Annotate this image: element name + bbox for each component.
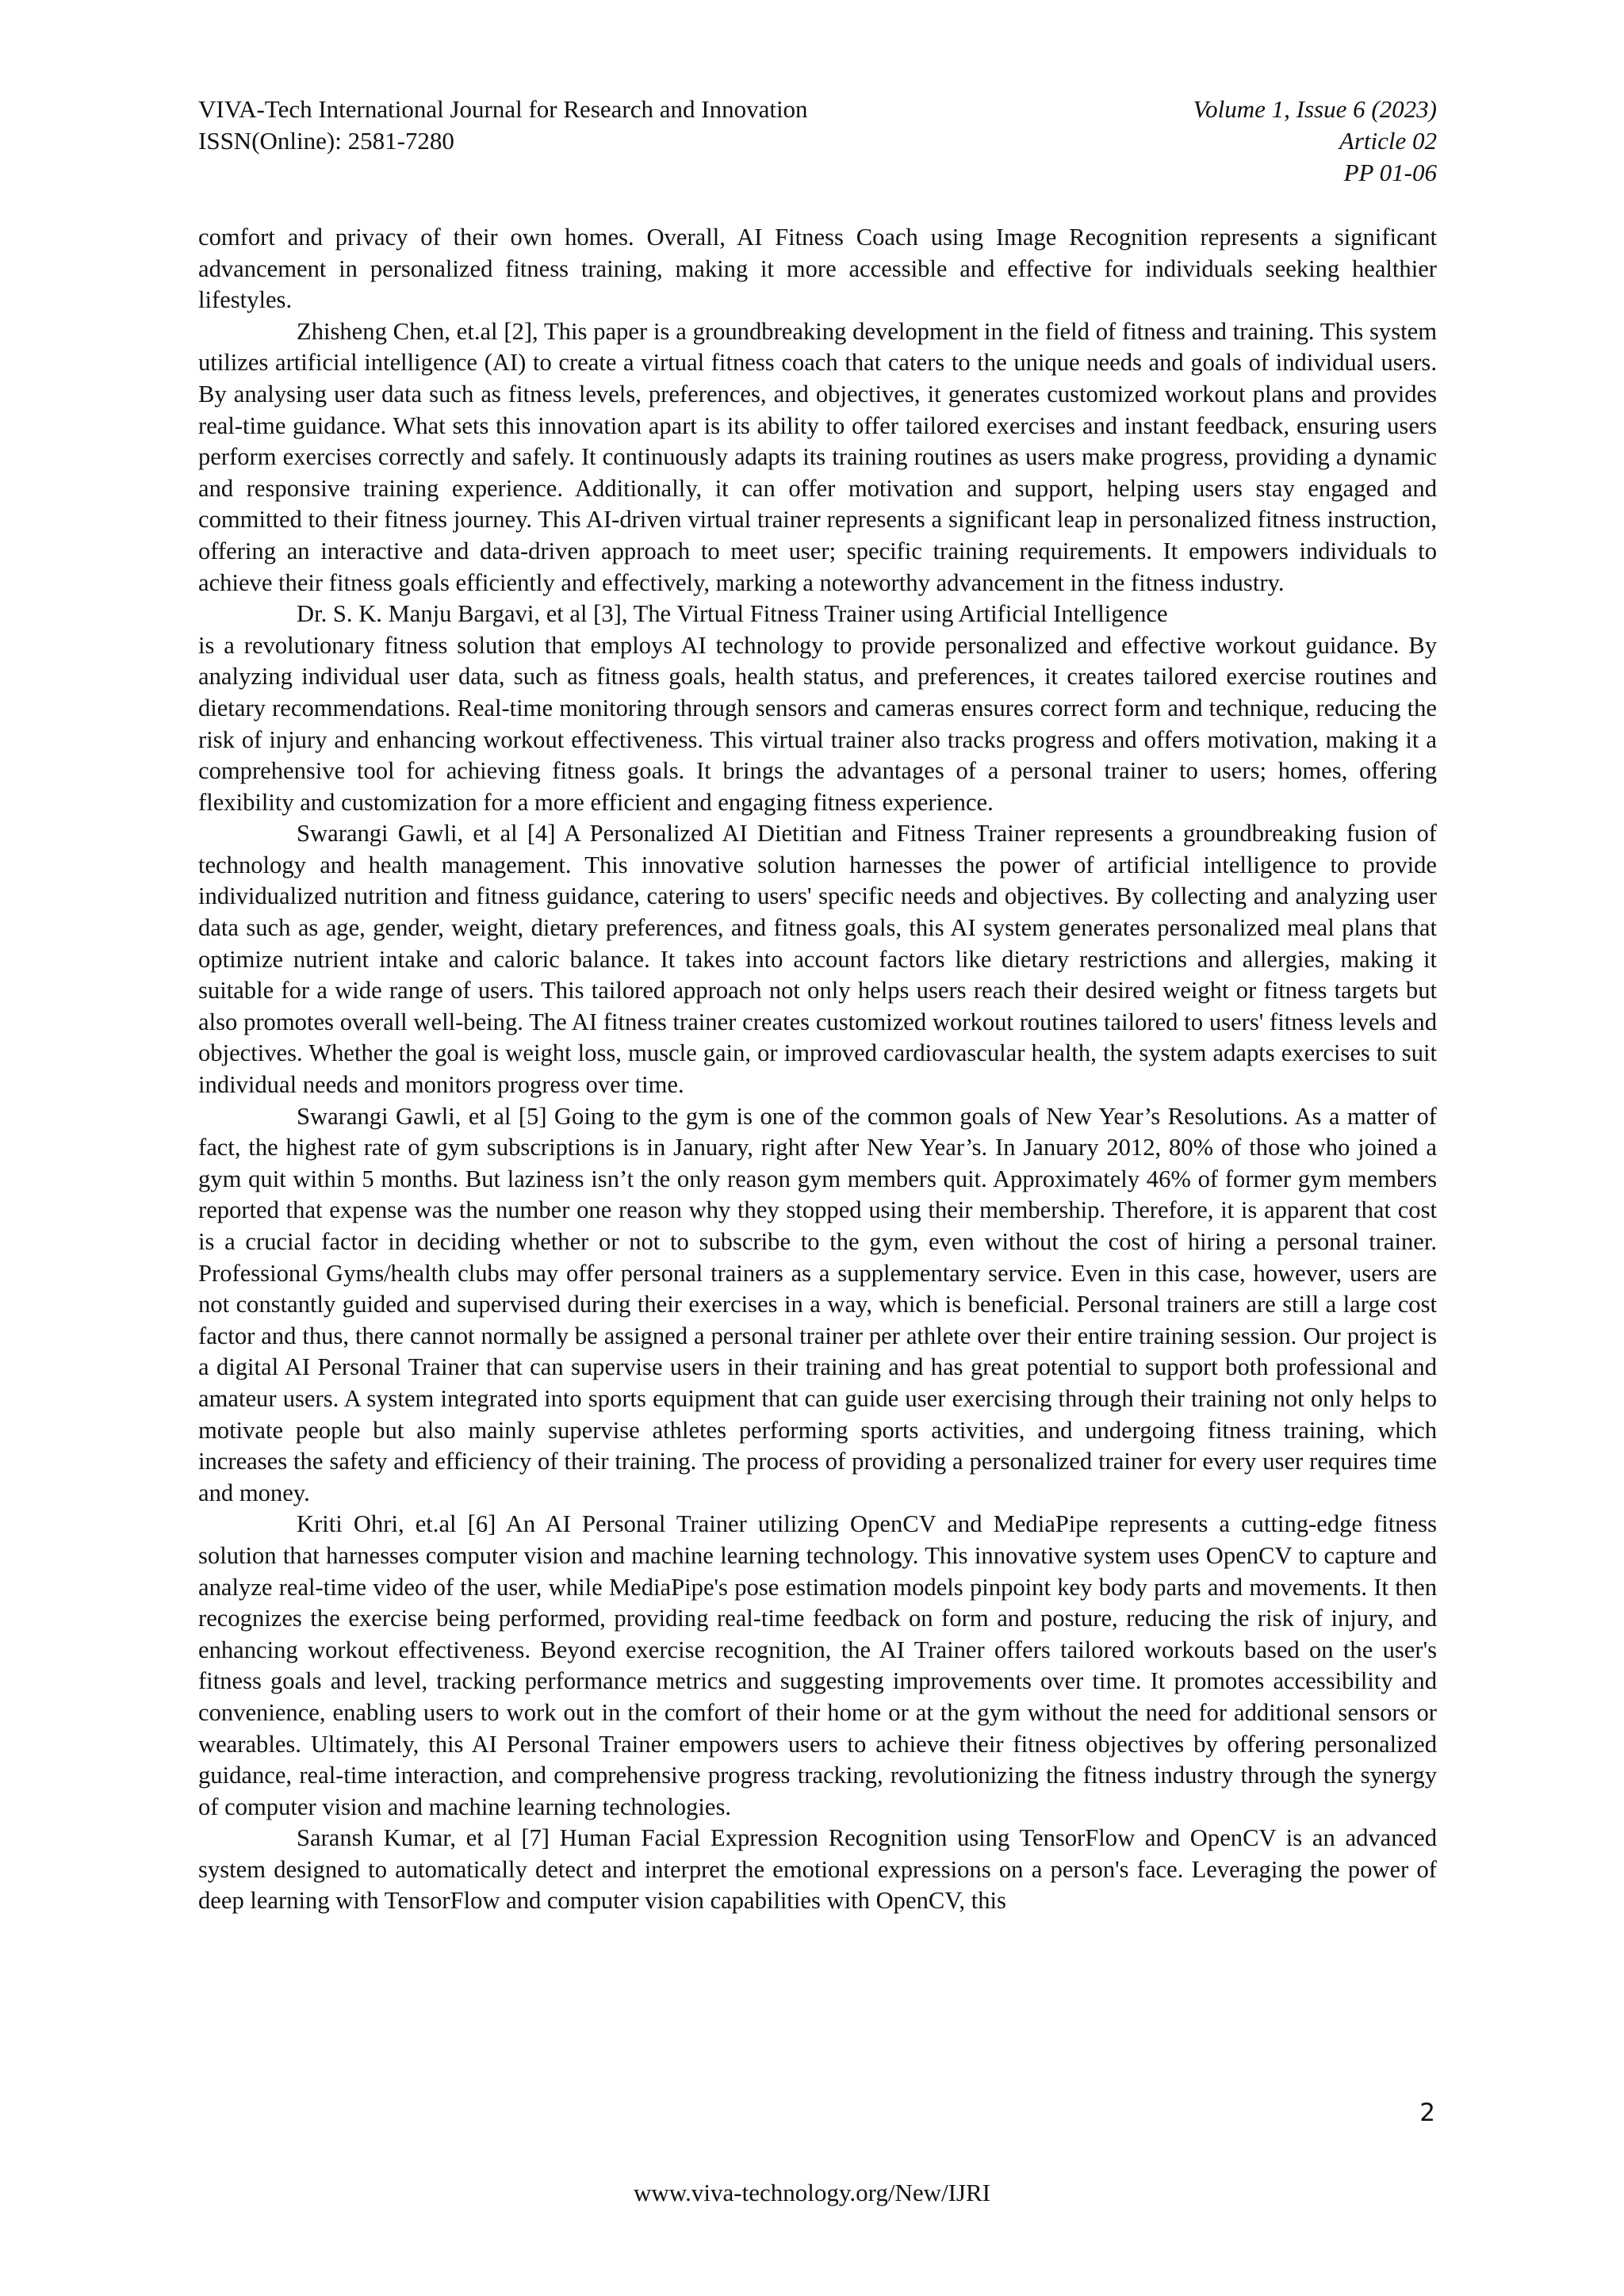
page-range: PP 01-06 (1343, 159, 1437, 186)
journal-title: VIVA-Tech International Journal for Research and Innovation (198, 95, 808, 123)
issn-line: ISSN(Online): 2581-7280 (198, 127, 454, 155)
volume-issue: Volume 1, Issue 6 (2023) (1193, 95, 1437, 123)
paragraph-ref-4: Swarangi Gawli, et al [4] A Personalized AI Dietitian and Fitness Trainer represents a groundbreaking fusion of technology and health management. This innovative solution harnesses the power of artificial intelligence to provide individualized nutrition and fitness guidance, catering to users' specific needs and objectives. By collecting and analyzing user data such as age, gender, weight, dietary preferences, and fitness goals, this AI system generates personalized meal plans that optimize nutrient intake and caloric balance. It takes into account factors like dietary restrictions and allergies, making it suitable for a wide range of users. This tailored approach not only helps users reach their desired weight or fitness targets but also promotes overall well-being. The AI fitness trainer creates customized workout routines tailored to users' fitness levels and objectives. Whether the goal is weight loss, muscle gain, or improved cardiovascular health, the system adapts exercises to suit individual needs and monitors progress over time. (198, 820, 1437, 1099)
header-right (1193, 94, 1437, 189)
paragraph-continuation: comfort and privacy of their own homes. Overall, AI Fitness Coach using Image Recognition represents a significant advancement in personalized fitness training, making it more accessible and effective for individuals seeking healthier lifestyles. (198, 224, 1437, 314)
header-left (198, 94, 808, 157)
paragraph-ref-2: Zhisheng Chen, et.al [2], This paper is a groundbreaking development in the field of fitness and training. This system utilizes artificial intelligence (AI) to create a virtual fitness coach that caters to the unique needs and goals of individual users. By analysing user data such as fitness levels, preferences, and objectives, it generates customized workout plans and provides real-time guidance. What sets this innovation apart is its ability to offer tailored exercises and instant feedback, ensuring users perform exercises correctly and safely. It continuously adapts its training routines as users make progress, providing a dynamic and responsive training experience. Additionally, it can offer motivation and support, helping users stay engaged and committed to their fitness journey. This AI-driven virtual trainer represents a significant leap in personalized fitness instruction, offering an interactive and data-driven approach to meet user; specific training requirements. It empowers individuals to achieve their fitness goals efficiently and effectively, marking a noteworthy advancement in the fitness industry. (198, 317, 1437, 596)
footer-url: www.viva-technology.org/New/IJRI (634, 2179, 990, 2206)
article-number: Article 02 (1339, 127, 1437, 155)
paragraph-ref-5: Swarangi Gawli, et al [5] Going to the gym is one of the common goals of New Year’s Resolutions. As a matter of fact, the highest rate of gym subscriptions is in January, right after New Year’s. In January 2012, 80% of those who joined a gym quit within 5 months. But laziness isn’t the only reason gym members quit. Approximately 46% of former gym members reported that expense was the number one reason why they stopped using their membership. Therefore, it is apparent that cost is a crucial factor in deciding whether or not to subscribe to the gym, even without the cost of hiring a personal trainer. Professional Gyms/health clubs may offer personal trainers as a supplementary service. Even in this case, however, users are not constantly guided and supervised during their exercises in a way, which is beneficial. Personal trainers are still a large cost factor and thus, there cannot normally be assigned a personal trainer per athlete over their entire training session. Our project is a digital AI Personal Trainer that can supervise users in their training and has great potential to support both professional and amateur users. A system integrated into sports equipment that can guide user exercising through their training not only helps to motivate people but also mainly supervise athletes performing sports activities, and undergoing fitness training, which increases the safety and efficiency of their training. The process of providing a personalized trainer for every user requires time and money. (198, 1102, 1437, 1506)
page-number: 2 (1419, 2099, 1435, 2127)
paragraph-ref-3-intro: Dr. S. K. Manju Bargavi, et al [3], The Virtual Fitness Trainer using Artificial Intelligence (297, 600, 1168, 628)
paragraph-ref-3-body: is a revolutionary fitness solution that employs AI technology to provide personalized and effective workout guidance. By analyzing individual user data, such as fitness goals, health status, and preferences, it creates tailored exercise routines and dietary recommendations. Real-time monitoring through sensors and cameras ensures correct form and technique, reducing the risk of injury and enhancing workout effectiveness. This virtual trainer also tracks progress and offers motivation, making it a comprehensive tool for achieving fitness goals. It brings the advantages of a personal trainer to users; homes, offering flexibility and customization for a more efficient and engaging fitness experience. (198, 631, 1437, 816)
paragraph-ref-6: Kriti Ohri, et.al [6] An AI Personal Trainer utilizing OpenCV and MediaPipe represents a cutting-edge fitness solution that harnesses computer vision and machine learning technology. This innovative system uses OpenCV to capture and analyze real-time video of the user, while MediaPipe's pose estimation models pinpoint key body parts and movements. It then recognizes the exercise being performed, providing real-time feedback on form and posture, reducing the risk of injury, and enhancing workout effectiveness. Beyond exercise recognition, the AI Trainer offers tailored workouts based on the user's fitness goals and level, tracking performance metrics and suggesting improvements over time. It promotes accessibility and convenience, enabling users to work out in the comfort of their home or at the gym without the need for additional sensors or wearables. Ultimately, this AI Personal Trainer empowers users to achieve their fitness objectives by offering personalized guidance, real-time interaction, and comprehensive progress tracking, revolutionizing the fitness industry through the synergy of computer vision and machine learning technologies. (198, 1510, 1437, 1820)
paragraph-ref-7: Saransh Kumar, et al [7] Human Facial Expression Recognition using TensorFlow and OpenCV is an advanced system designed to automatically detect and interpret the emotional expressions on a person's face. Leveraging the power of deep learning with TensorFlow and computer vision capabilities with OpenCV, this (198, 1824, 1437, 1915)
body-text (198, 222, 1437, 1917)
